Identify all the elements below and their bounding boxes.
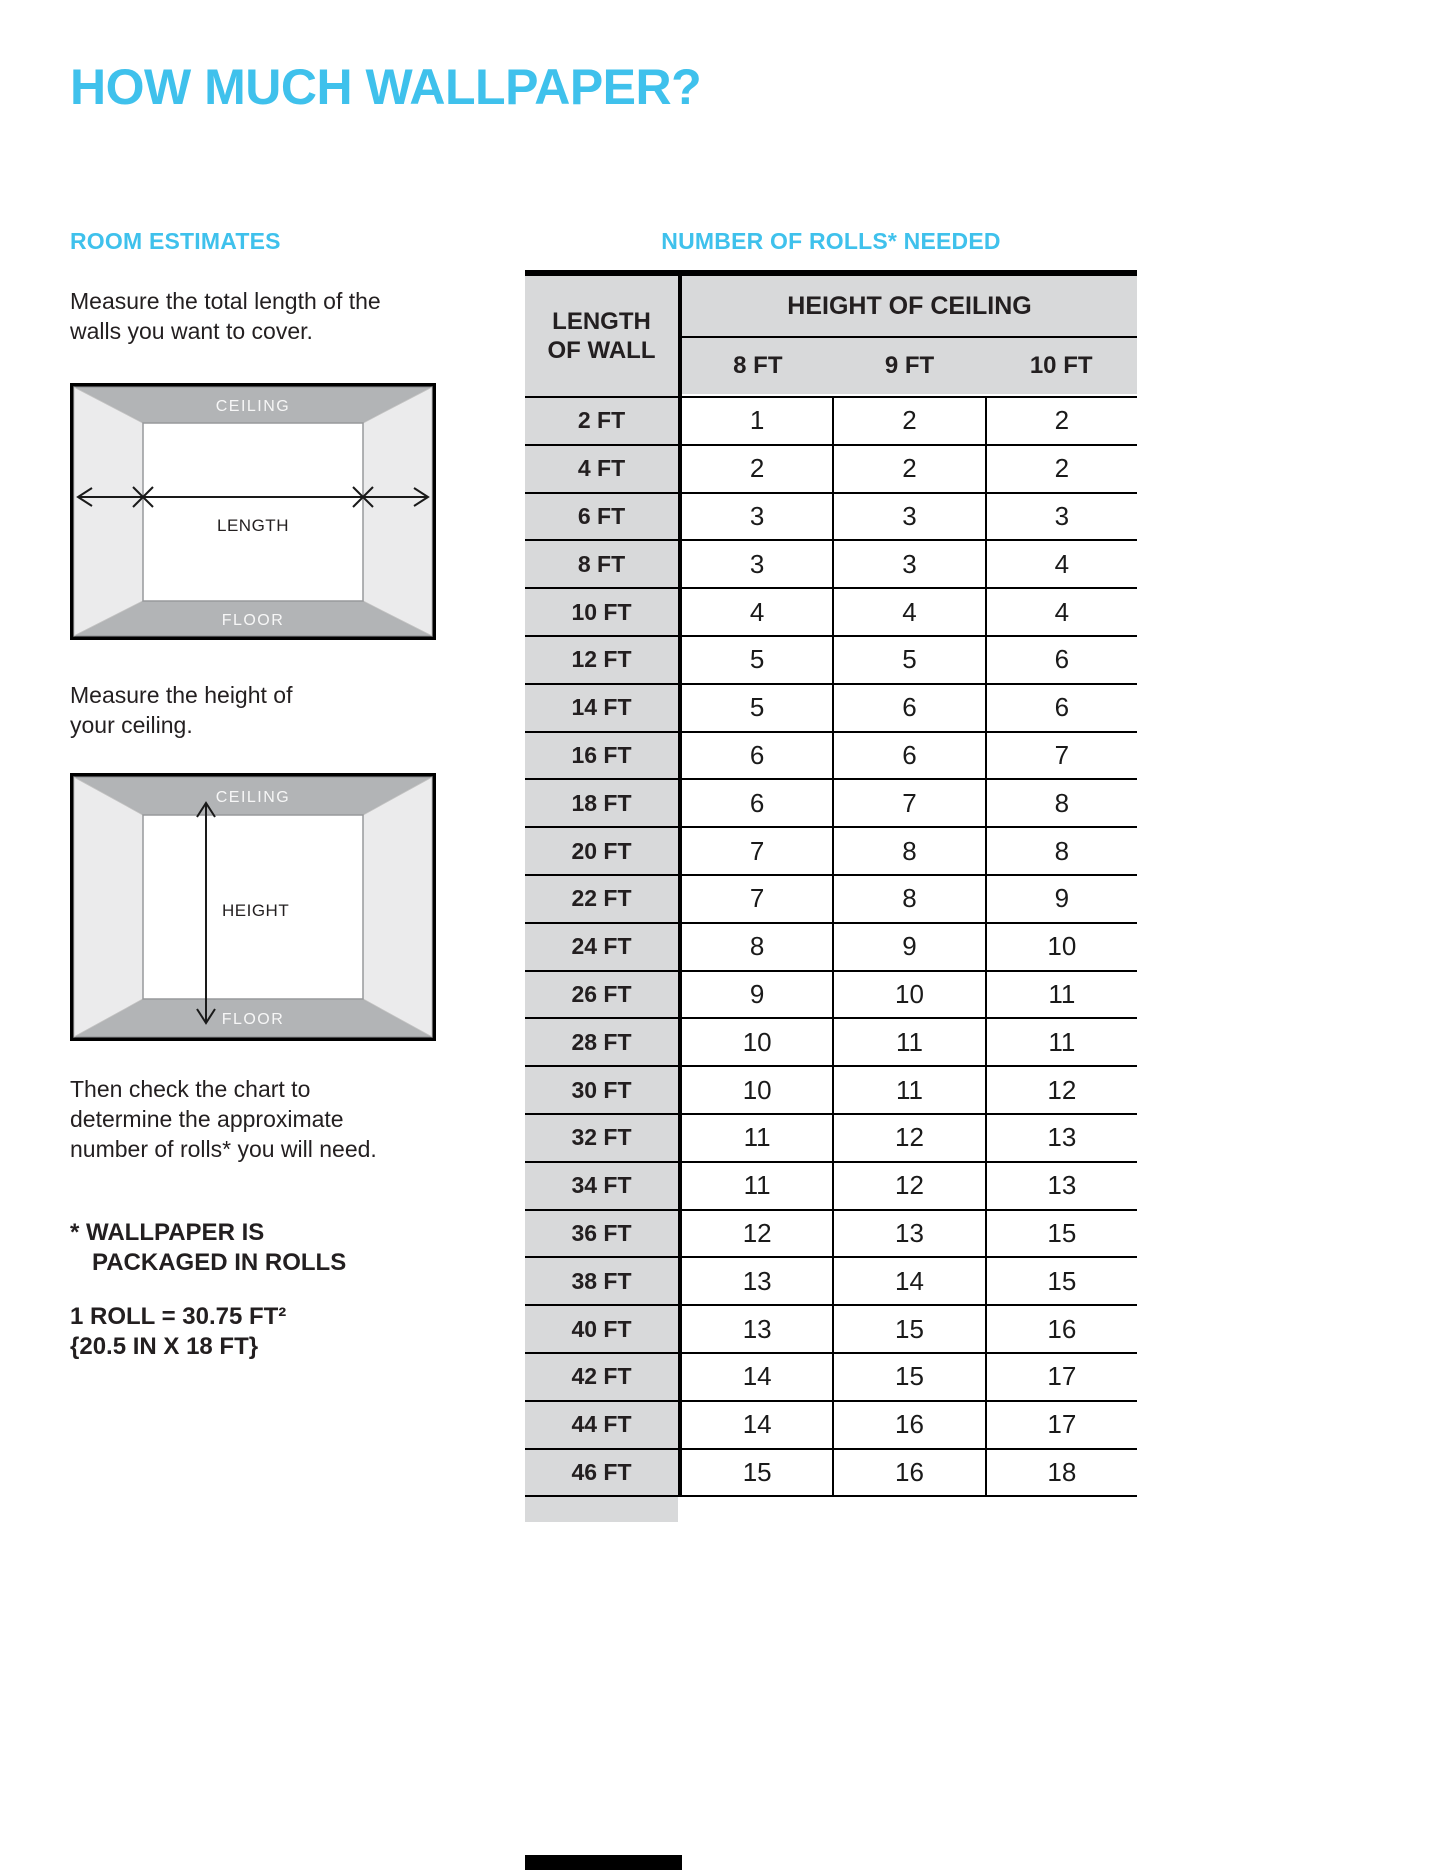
- ceiling-subheader-row: [682, 338, 1137, 394]
- table-bottom-bar: [525, 1855, 682, 1870]
- rolls-value-cell: 14: [742, 1409, 772, 1440]
- wall-length-cell: 10 FT: [525, 589, 678, 635]
- wall-length-cell: 22 FT: [525, 876, 678, 922]
- wall-length-cell: 34 FT: [525, 1163, 678, 1209]
- row-values: [678, 924, 1137, 970]
- table-row: [525, 924, 1137, 972]
- wall-length-cell: 6 FT: [525, 494, 678, 540]
- rolls-value-cell: 9: [985, 876, 1137, 922]
- row-values: [678, 685, 1137, 731]
- rolls-value-cell: 4: [985, 589, 1137, 635]
- table-row: [525, 733, 1137, 781]
- rolls-value-cell: 6: [749, 787, 765, 818]
- table-row: [525, 1115, 1137, 1163]
- rolls-value-cell: 6: [749, 739, 765, 770]
- rolls-table: [525, 270, 1137, 1522]
- table-body: [525, 398, 1137, 1497]
- rolls-value-cell: 11: [832, 1019, 984, 1065]
- rolls-value-cell: 7: [985, 733, 1137, 779]
- wall-length-cell: 30 FT: [525, 1067, 678, 1113]
- rolls-value-cell: 12: [742, 1217, 772, 1248]
- table-row: [525, 1306, 1137, 1354]
- rolls-value-cell: 13: [985, 1163, 1137, 1209]
- row-values: [678, 398, 1137, 444]
- room-estimates-heading: ROOM ESTIMATES: [70, 228, 281, 254]
- wall-length-cell: 40 FT: [525, 1306, 678, 1352]
- rolls-value-cell: 7: [749, 883, 765, 914]
- rolls-value-cell: 15: [985, 1211, 1137, 1257]
- rolls-value-cell: 6: [985, 637, 1137, 683]
- row-values: [678, 589, 1137, 635]
- rolls-value-cell: 6: [832, 733, 984, 779]
- rolls-value-cell: 5: [749, 692, 765, 723]
- step2-text: Measure the height of your ceiling.: [70, 682, 293, 738]
- rolls-value-cell: 16: [985, 1306, 1137, 1352]
- rolls-value-cell: 14: [832, 1258, 984, 1304]
- ceiling-label: CEILING: [215, 789, 291, 806]
- table-row: [525, 446, 1137, 494]
- table-row: [525, 1019, 1137, 1067]
- rolls-value-cell: 13: [985, 1115, 1137, 1161]
- rolls-value-cell: 8: [832, 828, 984, 874]
- wall-length-cell: 38 FT: [525, 1258, 678, 1304]
- wall-length-cell: 12 FT: [525, 637, 678, 683]
- rolls-value-cell: 13: [832, 1211, 984, 1257]
- rolls-value-cell: 2: [985, 398, 1137, 444]
- footnote-line2: PACKAGED IN ROLLS: [92, 1249, 347, 1276]
- rolls-value-cell: 11: [743, 1170, 771, 1201]
- rolls-value-cell: 8: [985, 828, 1137, 874]
- wall-length-cell: 18 FT: [525, 780, 678, 826]
- row-values: [678, 780, 1137, 826]
- wall-length-cell: 36 FT: [525, 1211, 678, 1257]
- wall-length-cell: 8 FT: [525, 541, 678, 587]
- rolls-value-cell: 12: [985, 1067, 1137, 1113]
- rolls-value-cell: 16: [832, 1450, 984, 1496]
- row-values: [678, 1354, 1137, 1400]
- col-header-10ft: 10 FT: [1029, 352, 1093, 379]
- table-row: [525, 780, 1137, 828]
- rolls-value-cell: 15: [742, 1456, 772, 1487]
- rolls-value-cell: 8: [832, 876, 984, 922]
- table-row: [525, 1402, 1137, 1450]
- row-values: [678, 541, 1137, 587]
- wall-length-cell: 14 FT: [525, 685, 678, 731]
- rolls-value-cell: 8: [749, 931, 765, 962]
- table-row: [525, 494, 1137, 542]
- rolls-value-cell: 15: [832, 1354, 984, 1400]
- wall-length-header-label: LENGTH OF WALL: [547, 308, 656, 364]
- rolls-footnote: [70, 1218, 346, 1278]
- right-wall: [363, 777, 432, 1037]
- rolls-value-cell: 11: [832, 1067, 984, 1113]
- rolls-value-cell: 15: [832, 1306, 984, 1352]
- table-header: [525, 276, 1137, 398]
- table-left-column-extension: [525, 1497, 678, 1522]
- table-row: [525, 1258, 1137, 1306]
- ceiling-height-header: HEIGHT OF CEILING: [682, 276, 1137, 338]
- rolls-value-cell: 12: [832, 1115, 984, 1161]
- height-label: HEIGHT: [222, 901, 290, 920]
- row-values: [678, 1211, 1137, 1257]
- table-row: [525, 1211, 1137, 1259]
- wall-length-cell: 20 FT: [525, 828, 678, 874]
- row-values: [678, 1115, 1137, 1161]
- rolls-value-cell: 12: [832, 1163, 984, 1209]
- rolls-value-cell: 9: [749, 978, 765, 1009]
- rolls-value-cell: 3: [985, 494, 1137, 540]
- rolls-value-cell: 3: [749, 548, 765, 579]
- rolls-value-cell: 7: [832, 780, 984, 826]
- rolls-value-cell: 13: [742, 1313, 772, 1344]
- rolls-value-cell: 10: [742, 1074, 772, 1105]
- wall-length-cell: 28 FT: [525, 1019, 678, 1065]
- row-values: [678, 733, 1137, 779]
- table-row: [525, 876, 1137, 924]
- rolls-value-cell: 15: [985, 1258, 1137, 1304]
- wall-length-cell: 26 FT: [525, 972, 678, 1018]
- rolls-value-cell: 5: [832, 637, 984, 683]
- row-values: [678, 637, 1137, 683]
- rolls-value-cell: 16: [832, 1402, 984, 1448]
- rolls-value-cell: 11: [743, 1122, 771, 1153]
- rolls-value-cell: 2: [985, 446, 1137, 492]
- rolls-value-cell: 2: [832, 446, 984, 492]
- ceiling-label: CEILING: [215, 398, 291, 415]
- wall-length-cell: 4 FT: [525, 446, 678, 492]
- rolls-value-cell: 3: [832, 541, 984, 587]
- rolls-value-cell: 2: [749, 453, 765, 484]
- wall-length-cell: 16 FT: [525, 733, 678, 779]
- row-values: [678, 1258, 1137, 1304]
- step1-text: Measure the total length of the walls you want to cover.: [70, 288, 381, 344]
- row-values: [678, 1067, 1137, 1113]
- row-values: [678, 1019, 1137, 1065]
- table-row: [525, 1163, 1137, 1211]
- rolls-value-cell: 11: [985, 1019, 1137, 1065]
- rolls-value-cell: 4: [832, 589, 984, 635]
- left-wall: [74, 387, 143, 636]
- page-title: HOW MUCH WALLPAPER?: [70, 59, 702, 115]
- row-values: [678, 1306, 1137, 1352]
- table-row: [525, 1450, 1137, 1498]
- table-row: [525, 1067, 1137, 1115]
- row-values: [678, 1402, 1137, 1448]
- wall-length-cell: 24 FT: [525, 924, 678, 970]
- rolls-value-cell: 6: [832, 685, 984, 731]
- row-values: [678, 1450, 1137, 1496]
- rolls-value-cell: 10: [832, 972, 984, 1018]
- rolls-value-cell: 5: [749, 644, 765, 675]
- rolls-value-cell: 9: [832, 924, 984, 970]
- rolls-value-cell: 7: [749, 835, 765, 866]
- rolls-value-cell: 17: [985, 1354, 1137, 1400]
- wall-length-cell: 44 FT: [525, 1402, 678, 1448]
- rolls-value-cell: 10: [742, 1026, 772, 1057]
- rolls-value-cell: 3: [832, 494, 984, 540]
- rolls-value-cell: 1: [749, 405, 765, 436]
- rolls-needed-heading: NUMBER OF ROLLS* NEEDED: [661, 228, 1001, 254]
- length-label: LENGTH: [217, 516, 289, 535]
- wall-length-header: [525, 276, 678, 396]
- ceiling-header-group: [678, 276, 1137, 396]
- rolls-value-cell: 10: [985, 924, 1137, 970]
- table-row: [525, 637, 1137, 685]
- back-wall: [143, 423, 363, 601]
- row-values: [678, 1163, 1137, 1209]
- table-row: [525, 1354, 1137, 1402]
- row-values: [678, 494, 1137, 540]
- wall-length-cell: 2 FT: [525, 398, 678, 444]
- rolls-value-cell: 13: [742, 1265, 772, 1296]
- wall-length-cell: 46 FT: [525, 1450, 678, 1496]
- rolls-value-cell: 14: [742, 1361, 772, 1392]
- wall-length-cell: 32 FT: [525, 1115, 678, 1161]
- left-wall: [74, 777, 143, 1037]
- row-values: [678, 972, 1137, 1018]
- rolls-value-cell: 4: [749, 596, 765, 627]
- table-row: [525, 398, 1137, 446]
- roll-size-text: 1 ROLL = 30.75 FT²: [70, 1303, 287, 1330]
- right-wall: [363, 387, 432, 636]
- table-row: [525, 685, 1137, 733]
- footnote-line1: * WALLPAPER IS: [70, 1219, 265, 1246]
- rolls-value-cell: 3: [749, 500, 765, 531]
- wall-length-cell: 42 FT: [525, 1354, 678, 1400]
- rolls-value-cell: 11: [985, 972, 1137, 1018]
- table-row: [525, 828, 1137, 876]
- rolls-value-cell: 2: [832, 398, 984, 444]
- rolls-value-cell: 8: [985, 780, 1137, 826]
- floor-label: FLOOR: [221, 1011, 285, 1028]
- col-header-9ft: 9 FT: [884, 352, 935, 379]
- row-values: [678, 446, 1137, 492]
- rolls-value-cell: 17: [985, 1402, 1137, 1448]
- step3-text: Then check the chart to determine the approximate number of rolls* you will need.: [70, 1076, 377, 1162]
- row-values: [678, 876, 1137, 922]
- table-row: [525, 541, 1137, 589]
- height-diagram: [70, 773, 436, 1041]
- col-header-8ft: 8 FT: [733, 352, 783, 379]
- rolls-value-cell: 4: [985, 541, 1137, 587]
- rolls-value-cell: 18: [985, 1450, 1137, 1496]
- row-values: [678, 828, 1137, 874]
- table-row: [525, 972, 1137, 1020]
- floor-label: FLOOR: [221, 612, 285, 629]
- table-row: [525, 589, 1137, 637]
- roll-dimensions-text: {20.5 IN X 18 FT}: [70, 1333, 259, 1360]
- length-diagram: [70, 383, 436, 640]
- rolls-value-cell: 6: [985, 685, 1137, 731]
